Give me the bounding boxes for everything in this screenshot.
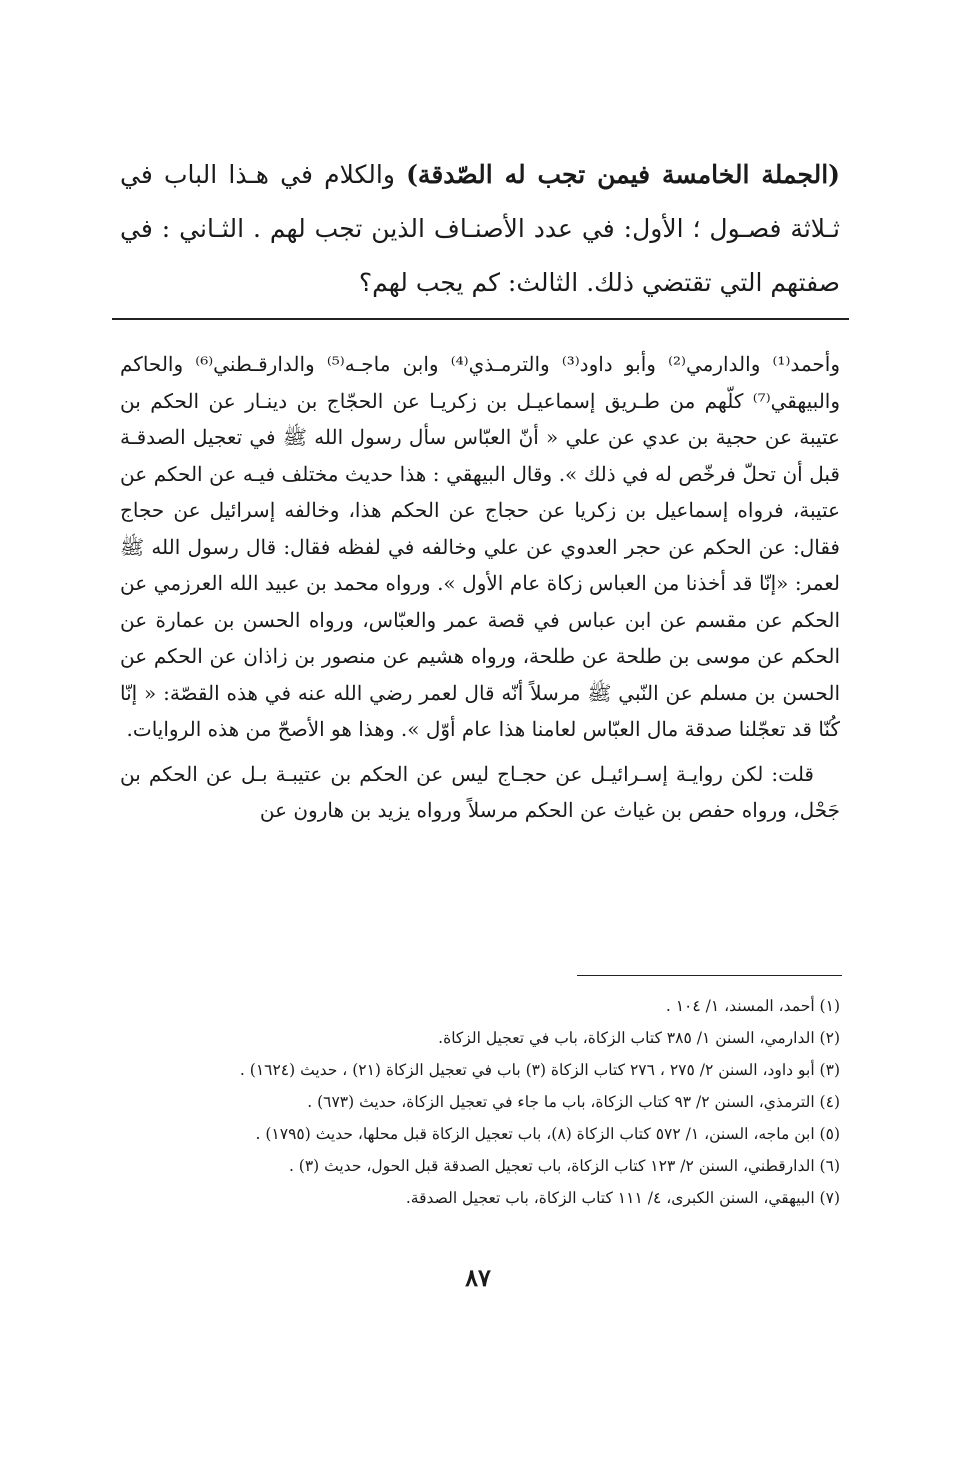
paragraph-1: وأحمد⁽¹⁾ والدارمي⁽²⁾ وأبو داود⁽³⁾ والترمـذي⁽⁴⁾ وابن ماجـه⁽⁵⁾ والدارقـطني⁽⁶⁾ والحاكم والبيهقي⁽⁷⁾ كلّهم من طـريق إسماعيـل بن زكريـا عن الحجّاج بن دينـار عن الحكم بن عتيبة عن حجية بن عدي عن علي « أنّ العبّاس سأل رسول الله ﷺ في تعجيل الصدقـة قبل أن تحلّ فرخّص له في ذلك ». وقال البيهقي : هذا حديث مختلف فيـه عن الحكم عن عتيبة، فرواه إسماعيل بن زكريا عن حجاج عن الحكم هذا، وخالفه إسرائيل عن حجاج فقال: عن الحكم عن حجر العدوي عن علي وخالفه في لفظه فقال: قال رسول الله ﷺ لعمر: «إنّا قد أخذنا من العباس زكاة عام الأول ». ورواه محمد بن عبيد الله العرزمي عن الحكم عن مقسم عن ابن عباس في قصة عمر والعبّاس، ورواه الحسن بن عمارة عن الحكم عن موسى بن طلحة عن طلحة، ورواه هشيم عن منصور بن زاذان عن الحكم عن الحسن بن مسلم عن النّبي ﷺ مرسلاً أنّه قال لعمر رضي الله عنه في هذه القصّة: « إنّا كُنّا قد تعجّلنا صدقة مال العبّاس لعامنا هذا عام أوّل ». وهذا هو الأصحّ من هذه الروايات.	[120, 352, 840, 741]
heading-title: (الجملة الخامسة فيمن تجب له الصّدقة)	[406, 160, 840, 189]
paragraph-2: قلت: لكن روايـة إسـرائيـل عن حجـاج ليس عن الحكم بن عتيبـة بـل عن الحكم بن جَحْل، ورواه حفص بن غياث عن الحكم مرسلاً ورواه يزيد بن هارون عن	[120, 761, 840, 822]
page-number: ٨٧	[465, 1263, 491, 1292]
section-heading	[120, 148, 840, 310]
footnotes	[120, 990, 840, 1214]
heading-divider	[112, 318, 849, 320]
footnote-divider	[577, 975, 842, 976]
main-text	[120, 346, 840, 829]
footnote-item: (١) أحمد، المسند، ١/ ١٠٤ .	[665, 997, 840, 1015]
footnote-item: (٢) الدارمي، السنن ١/ ٣٨٥ كتاب الزكاة، باب في تعجيل الزكاة.	[438, 1029, 840, 1047]
heading-text: والكلام في هـذا الباب في ثـلاثة فصـول ؛ الأول: في عدد الأصنـاف الذين تجب لهم . الثـاني : في صفتهم التي تقتضي ذلك. الثالث: كم يجب لهم؟	[120, 160, 840, 297]
footnote-item: (٣) أبو داود، السنن ٢/ ٢٧٥ ، ٢٧٦ كتاب الزكاة (٣) باب في تعجيل الزكاة (٢١) ، حديث (١٦٢٤) .	[239, 1061, 840, 1079]
footnote-item: (٦) الدارقطني، السنن ٢/ ١٢٣ كتاب الزكاة، باب تعجيل الصدقة قبل الحول، حديث (٣) .	[288, 1157, 840, 1175]
footnote-item: (٥) ابن ماجه، السنن، ١/ ٥٧٢ كتاب الزكاة (٨)، باب تعجيل الزكاة قبل محلها، حديث (١٧٩٥) .	[255, 1125, 840, 1143]
footnote-item: (٤) الترمذي، السنن ٢/ ٩٣ كتاب الزكاة، باب ما جاء في تعجيل الزكاة، حديث (٦٧٣) .	[307, 1093, 840, 1111]
footnote-item: (٧) البيهقي، السنن الكبرى، ٤/ ١١١ كتاب الزكاة، باب تعجيل الصدقة.	[405, 1189, 840, 1207]
